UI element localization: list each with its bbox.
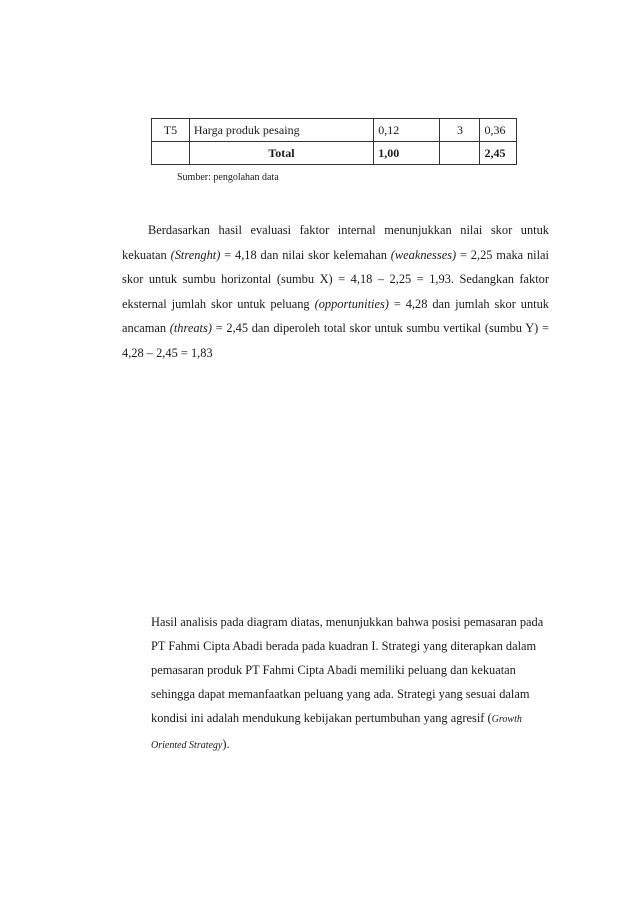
para1-italic-3: (opportunities) [314,296,389,311]
para2-end: ). [222,737,230,751]
row-score: 0,36 [480,119,517,142]
paragraph-evaluation [122,218,549,365]
para1-text-4: = 4,28 dan jumlah skor untuk ancaman [122,296,549,335]
total-label: Total [189,142,373,165]
para1-text-2: = 4,18 dan nilai skor kelemahan [220,247,391,262]
row-weight: 0,12 [374,119,440,142]
total-score: 2,45 [480,142,517,165]
paragraph-analysis [151,610,551,758]
row-rating: 3 [440,119,480,142]
table-row-total [152,142,517,165]
para1-italic-4: (threats) [169,321,212,335]
para1-text-3: = 2,25 maka nilai skor untuk sumbu horizontal (sumbu X) = 4,18 – 2,25 = 1,93. Sedangkan faktor eksternal jumlah skor untuk peluang [122,247,549,311]
total-code [152,142,190,165]
row-name: Harga produk pesaing [189,119,373,142]
total-rating [440,142,480,165]
para1-text-5: = 2,45 dan diperoleh total skor untuk sumbu vertikal (sumbu Y) = 4,28 – 2,45 = 1,83 [122,321,549,360]
row-code: T5 [152,119,190,142]
para2-text: Hasil analisis pada diagram diatas, menunjukkan bahwa posisi pemasaran pada PT Fahmi Cipta Abadi berada pada kuadran I. Strategi yang diterapkan dalam pemasaran produk PT Fahmi Cipta Abadi memiliki peluang dan kekuatan sehingga dapat memanfaatkan peluang yang ada. Strategi yang sesuai dalam kondisi ini adalah mendukung kebijakan pertumbuhan yang agresif ( [151,615,544,725]
para1-italic-1: (Strenght) [170,247,221,262]
total-weight: 1,00 [374,142,440,165]
para1-italic-2: (weaknesses) [390,247,457,262]
table-row [152,119,517,142]
para1-text-1: Berdasarkan hasil evaluasi faktor internal menunjukkan nilai skor untuk kekuatan [122,223,549,262]
table-source-note: Sumber: pengolahan data [177,172,279,183]
efe-table [151,118,517,165]
para2-italic: Growth Oriented Strategy [151,714,522,751]
